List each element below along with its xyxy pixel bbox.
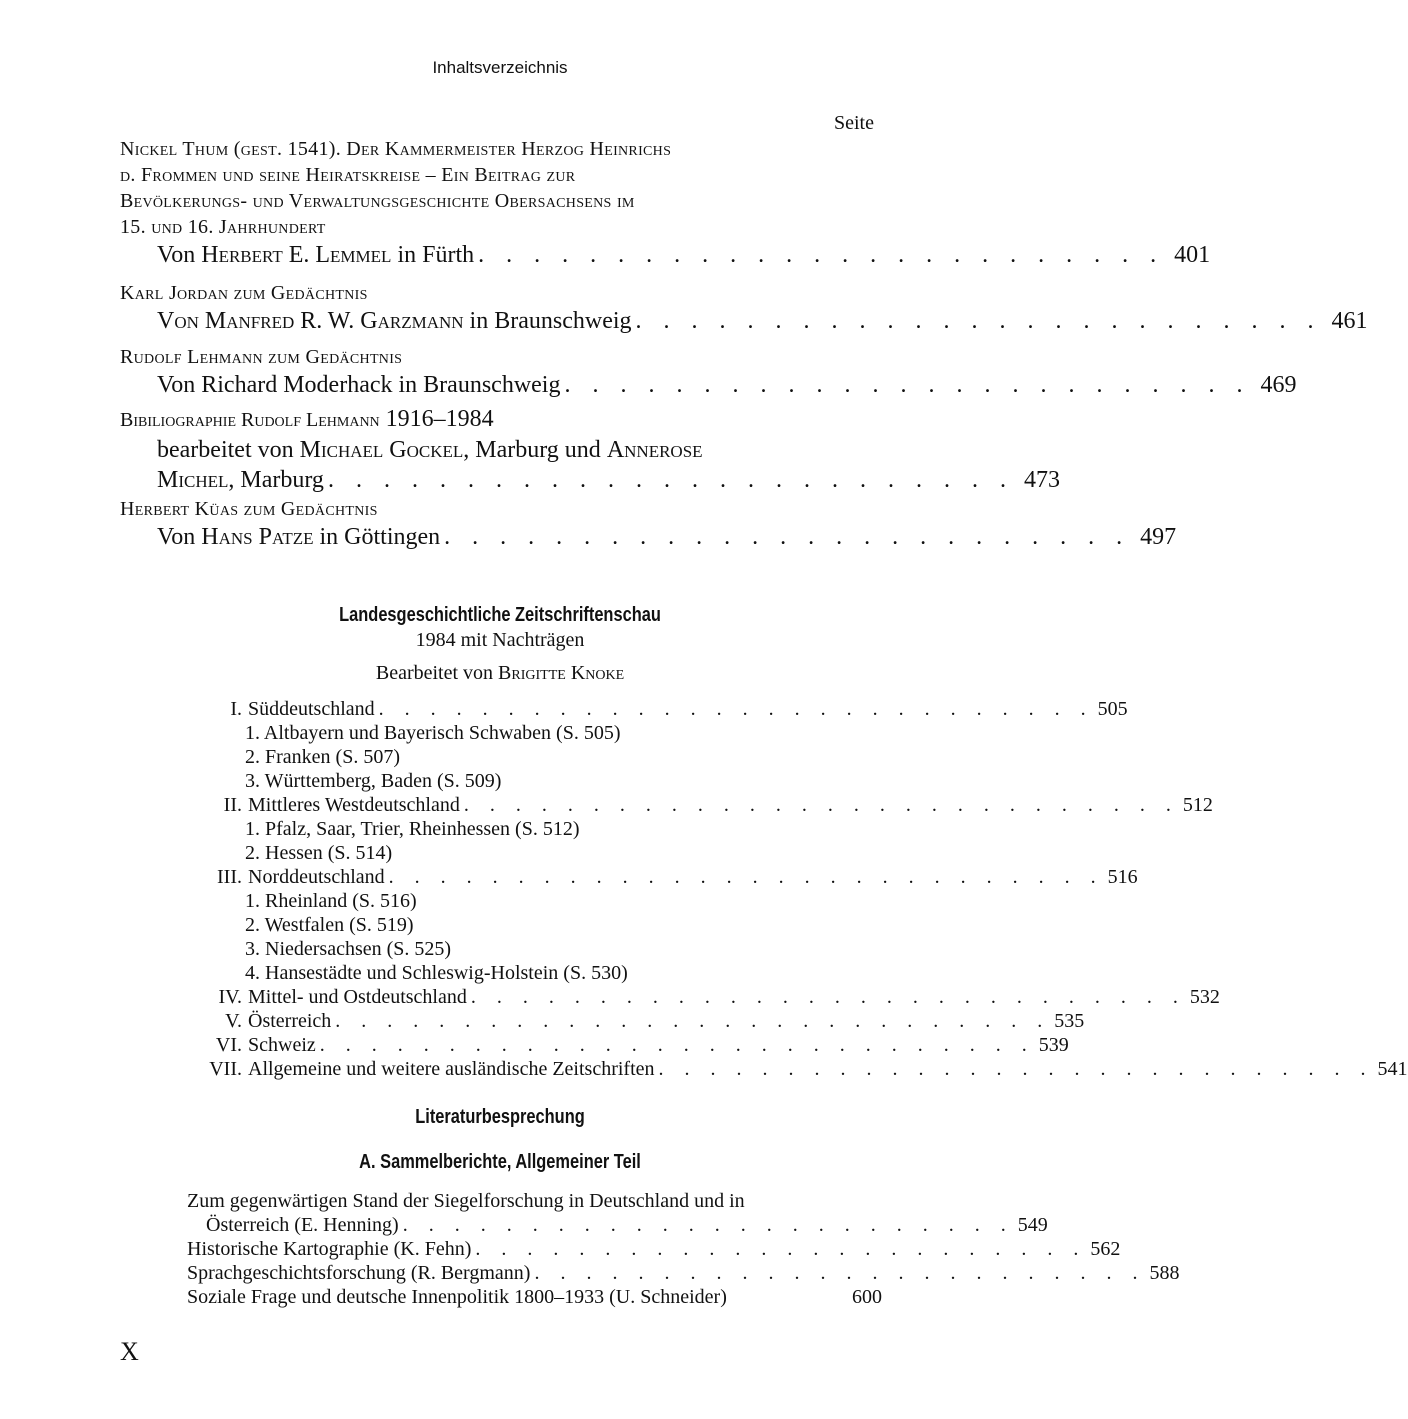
entry-title-line: Rudolf Lehmann zum Gedächtnis [120,346,403,368]
entry-title-line: Karl Jordan zum Gedächtnis [120,282,368,304]
review-row: Historische Kartographie (K. Fehn) . . . . . . . . . . . . . . . . . . . . . . . . 562 [187,1238,1121,1260]
leader-dots: . . . . . . . . . . . . . . . . . . . . . . . . . . . . [378,698,1094,720]
page-number: 541 [1377,1058,1408,1080]
region-row: II. Mittleres Westdeutschland . . . . . . . . . . . . . . . . . . . . . . . . . . . . 512 [223,794,1213,816]
page-number: 461 [1331,308,1368,334]
region-row: V. Österreich . . . . . . . . . . . . . . . . . . . . . . . . . . . . 535 [225,1010,1085,1032]
review-row: Sprachgeschichtsforschung (R. Bergmann) . . . . . . . . . . . . . . . . . . . . . . . . 588 [187,1262,1180,1284]
section-heading: Literaturbesprechung [415,1106,585,1128]
subregion-line: 1. Rheinland (S. 516) [245,890,417,912]
leader-dots: . . . . . . . . . . . . . . . . . . . . . . . . [402,1214,1014,1236]
page-number: 512 [1182,794,1213,816]
entry-author-row [120,240,1211,270]
toc-entry [120,344,1297,400]
entry-title-line: Bevölkerungs- und Verwaltungsgeschichte Obersachsens im [120,190,635,212]
section-subheading: 1984 mit Nachträgen [415,629,585,651]
review-row: Österreich (E. Henning) . . . . . . . . . . . . . . . . . . . . . . . . 549 [206,1214,1048,1236]
page-number: 549 [1017,1214,1048,1236]
leader-dots: . . . . . . . . . . . . . . . . . . . . . . . . . [635,308,1322,334]
subregion-line: 2. Hessen (S. 514) [245,842,393,864]
page-number: 469 [1260,372,1297,398]
page-number: 516 [1107,866,1138,888]
subregion-line: 2. Franken (S. 507) [245,746,400,768]
leader-dots: . . . . . . . . . . . . . . . . . . . . . . . . . . . . [470,986,1186,1008]
subregion-line: 3. Niedersachsen (S. 525) [245,938,452,960]
region-row: VII. Allgemeine und weitere ausländische Zeitschriften . . . . . . . . . . . . . . . . . . . . . . . . . . . . 541 [209,1058,1408,1080]
toc-entry [120,404,1060,495]
page-column-label: Seite [834,112,874,134]
entry-author: Von Herbert E. Lemmel in Fürth [157,242,475,268]
zeitschriftenschau-list [190,697,1408,1081]
leader-dots: . . . . . . . . . . . . . . . . . . . . . . . . . [327,467,1014,493]
literatur-list [187,1189,1180,1309]
region-row: III. Norddeutschland . . . . . . . . . . . . . . . . . . . . . . . . . . . . 516 [217,866,1138,888]
entry-title-line: 15. und 16. Jahrhundert [120,216,326,238]
entry-author-row [120,522,1177,552]
leader-dots: . . . . . . . . . . . . . . . . . . . . . . . . . . . . [463,794,1179,816]
page-number: 535 [1054,1010,1085,1032]
leader-dots: . . . . . . . . . . . . . . . . . . . . . . . . . . . . [388,866,1104,888]
entry-title-line: Nickel Thum (gest. 1541). Der Kammermeister Herzog Heinrichs [120,138,672,160]
entry-author: Von Richard Moderhack in Braunschweig [157,372,561,398]
leader-dots: . . . . . . . . . . . . . . . . . . . . . . . . [534,1262,1146,1284]
page-number: 588 [1149,1262,1180,1284]
page-number: 505 [1097,698,1128,720]
page-number: 473 [1023,467,1060,493]
subregion-line: 1. Altbayern und Bayerisch Schwaben (S. 505) [245,722,621,744]
review-row: Soziale Frage und deutsche Innenpolitik 1800–1933 (U. Schneider) 600 [187,1286,882,1308]
entry-author: Von Hans Patze in Göttingen [157,524,441,550]
page-number: 401 [1174,242,1211,268]
subregion-line: 3. Württemberg, Baden (S. 509) [245,770,502,792]
region-row: VI. Schweiz . . . . . . . . . . . . . . . . . . . . . . . . . . . . 539 [215,1034,1069,1056]
subregion-line: 4. Hansestädte und Schleswig-Holstein (S. 530) [245,962,628,984]
section-heading: Landesgeschichtliche Zeitschriftenschau [339,604,661,626]
page-number: 497 [1140,524,1177,550]
leader-dots: . . . . . . . . . . . . . . . . . . . . . . . . . [478,242,1165,268]
section-editor: Bearbeitet von Brigitte Knoke [375,662,625,684]
leader-dots: . . . . . . . . . . . . . . . . . . . . . . . . [475,1238,1087,1260]
leader-dots: . . . . . . . . . . . . . . . . . . . . . . . . . . . . [335,1010,1051,1032]
leader-dots: . . . . . . . . . . . . . . . . . . . . . . . . . . . . [319,1034,1035,1056]
entry-author-row [120,465,1060,495]
entry-title-line: Bibiliographie Rudolf Lehmann 1916–1984 [120,406,494,432]
subregion-line: 2. Westfalen (S. 519) [245,914,414,936]
entry-author: Von Manfred R. W. Garzmann in Braunschweig [157,308,632,334]
region-row: IV. Mittel- und Ostdeutschland . . . . . . . . . . . . . . . . . . . . . . . . . . . . 532 [218,986,1220,1008]
toc-entry [120,496,1177,552]
region-row: I. Süddeutschland . . . . . . . . . . . . . . . . . . . . . . . . . . . . 505 [230,698,1128,720]
page-number: 539 [1038,1034,1069,1056]
section-subheading: A. Sammelberichte, Allgemeiner Teil [359,1151,641,1173]
running-head: Inhaltsverzeichnis [432,58,568,77]
entry-editor-line: bearbeitet von Michael Gockel, Marburg und Annerose [157,437,703,463]
review-title-line: Zum gegenwärtigen Stand der Siegelforschung in Deutschland und in [187,1190,745,1212]
page-number: 562 [1090,1238,1121,1260]
leader-dots: . . . . . . . . . . . . . . . . . . . . . . . . . . . . [658,1058,1374,1080]
entry-author-row [120,370,1297,400]
entry-author-row [120,306,1368,336]
page-number: 600 [852,1286,882,1308]
toc-entry [120,280,1368,336]
leader-dots: . . . . . . . . . . . . . . . . . . . . . . . . . [444,524,1131,550]
entry-title-line: d. Frommen und seine Heiratskreise – Ein Beitrag zur [120,164,576,186]
page-number: 532 [1189,986,1220,1008]
entry-author: Michel, Marburg [157,467,324,493]
leader-dots: . . . . . . . . . . . . . . . . . . . . . . . . . [564,372,1251,398]
toc-entry [120,136,1211,270]
subregion-line: 1. Pfalz, Saar, Trier, Rheinhessen (S. 512) [245,818,580,840]
page-folio: X [120,1337,139,1366]
entry-title-line: Herbert Küas zum Gedächtnis [120,498,378,520]
